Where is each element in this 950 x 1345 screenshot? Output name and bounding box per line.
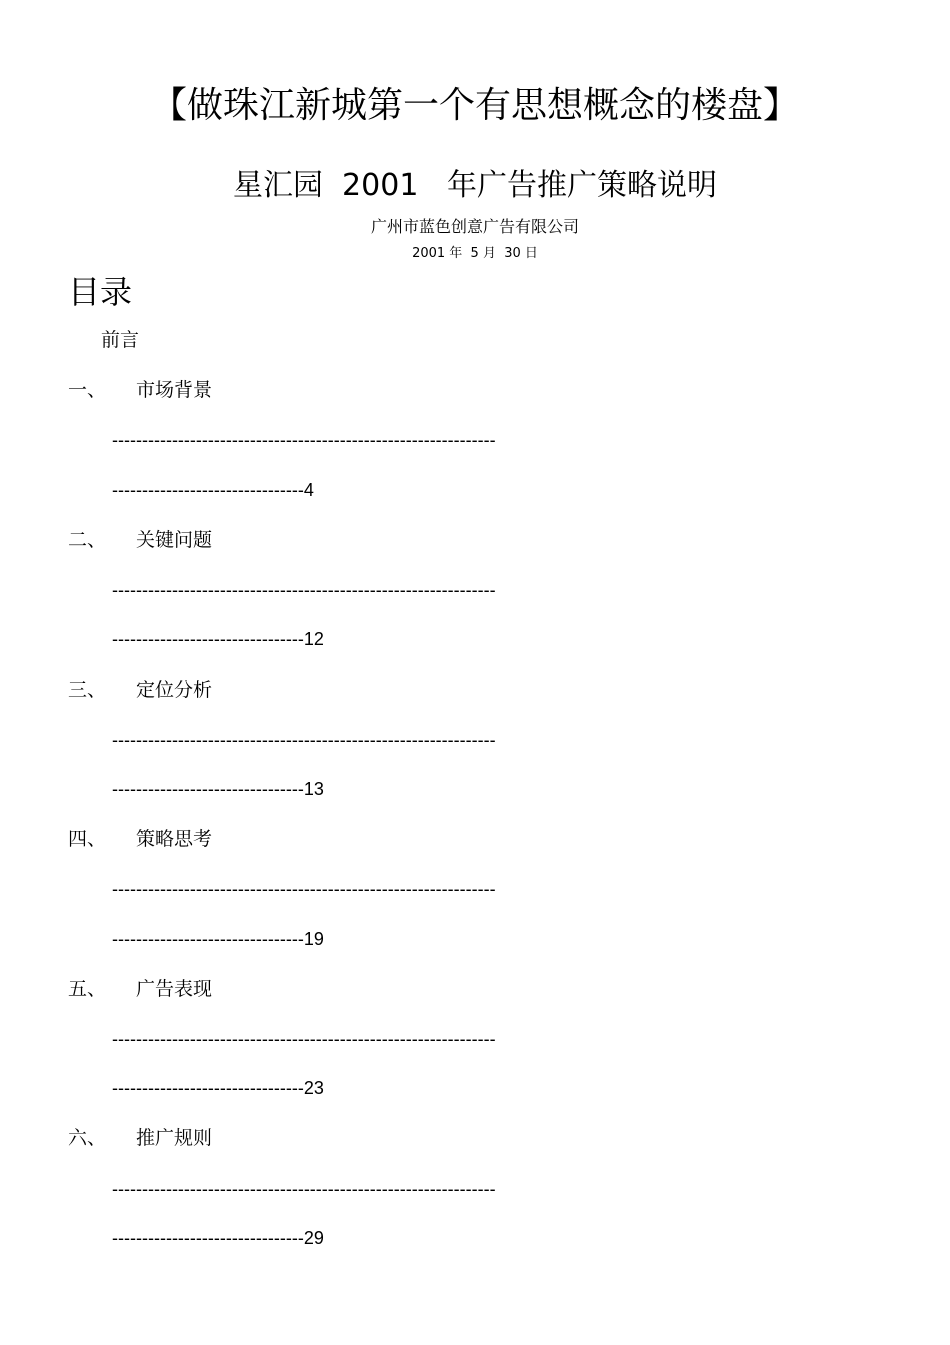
toc-leader-page: --------------------------------13: [112, 779, 324, 799]
toc-entry-title: 市场背景: [136, 379, 213, 401]
toc-leader-page: --------------------------------19: [112, 929, 324, 949]
toc-entry-title: 策略思考: [136, 828, 213, 850]
toc-leader-page: --------------------------------23: [112, 1078, 324, 1098]
main-title: 【做珠江新城第一个有思想概念的楼盘】: [150, 85, 799, 126]
toc-entry-title: 广告表现: [136, 978, 213, 1000]
toc-leader-line: ----------------------------------------------------------------: [112, 879, 496, 899]
toc-entry-title: 推广规则: [136, 1127, 213, 1149]
toc-entry-number: 一、: [68, 379, 107, 401]
company-name: 广州市蓝色创意广告有限公司: [370, 217, 579, 236]
toc-leader-line: ----------------------------------------------------------------: [112, 430, 496, 450]
toc-entry-number: 三、: [68, 679, 107, 701]
sub-title: 星汇园 2001 年广告推广策略说明: [232, 168, 718, 203]
toc-entry-title: 定位分析: [136, 679, 213, 701]
toc-preface: 前言: [101, 329, 140, 351]
toc-entry-number: 五、: [68, 978, 107, 1000]
toc-leader-line: ----------------------------------------------------------------: [112, 580, 496, 600]
toc-entry-title: 关键问题: [136, 529, 213, 551]
toc-leader-line: ----------------------------------------------------------------: [112, 730, 496, 750]
toc-entry-number: 六、: [68, 1127, 107, 1149]
toc-leader-line: ----------------------------------------------------------------: [112, 1029, 496, 1049]
toc-entry-number: 二、: [68, 529, 107, 551]
document-date: 2001 年 5 月 30 日: [412, 246, 538, 261]
toc-heading: 目录: [68, 273, 133, 311]
toc-entry-number: 四、: [68, 828, 107, 850]
toc-leader-page: --------------------------------12: [112, 629, 324, 649]
toc-leader-page: --------------------------------4: [112, 480, 314, 500]
toc-leader-line: ----------------------------------------------------------------: [112, 1179, 496, 1199]
toc-leader-page: --------------------------------29: [112, 1228, 324, 1248]
